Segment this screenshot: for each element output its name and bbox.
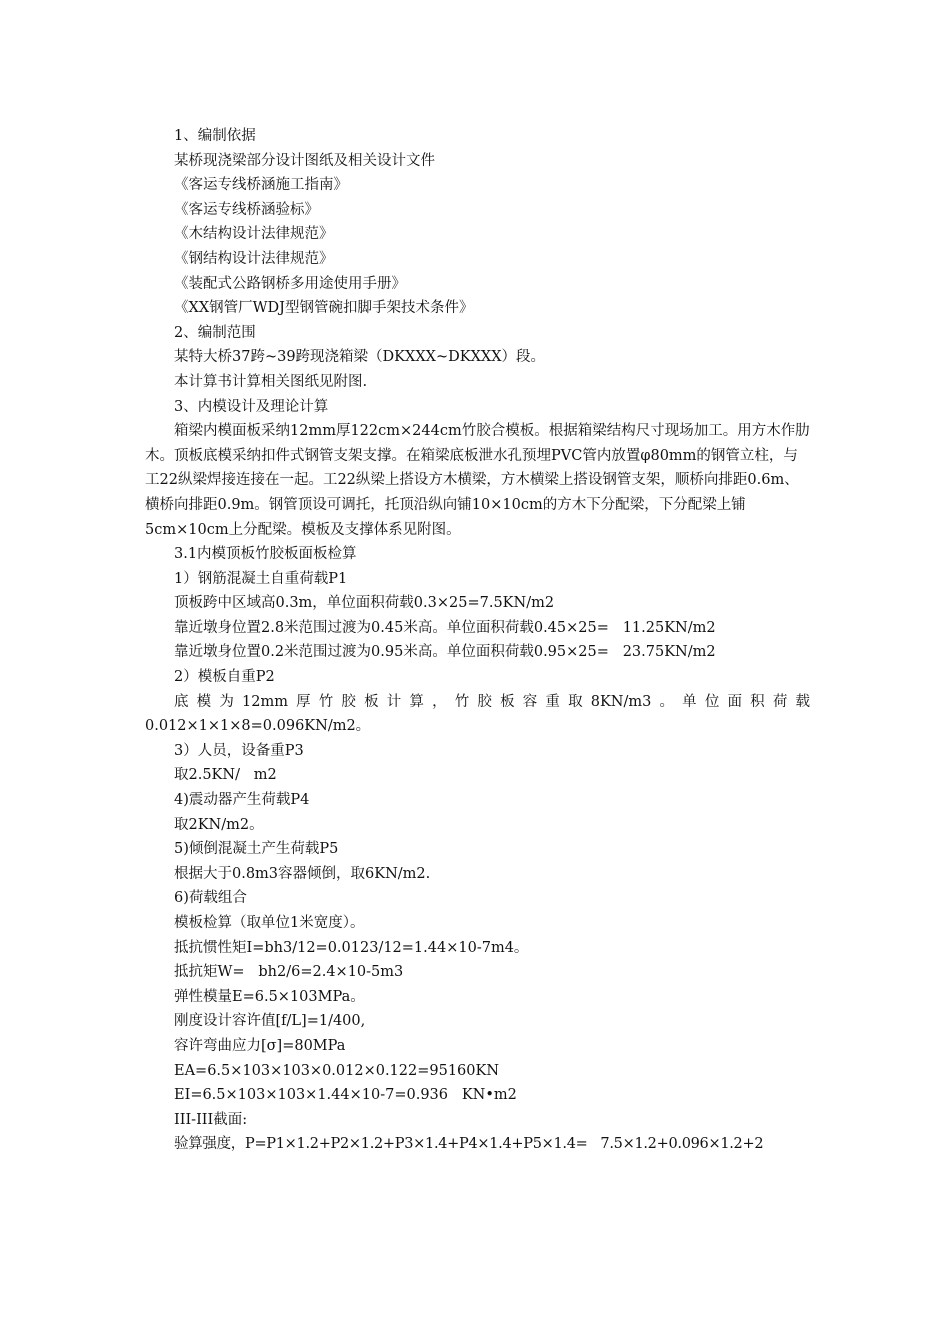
text-line: EI=6.5×103×103×1.44×10-7=0.936 KN•m2 xyxy=(174,1087,517,1104)
text-line: 刚度设计容许值[f/L]=1/400, xyxy=(174,1013,366,1030)
text-line: 弹性模量E=6.5×103MPa。 xyxy=(174,988,365,1005)
reference-item: 《XX钢管厂WDJ型钢管碗扣脚手架技术条件》 xyxy=(174,300,474,317)
text-line: 容许弯曲应力[σ]=80MPa xyxy=(174,1037,346,1054)
text-line: 顶板跨中区域高0.3m，单位面积荷载0.3×25=7.5KN/m2 xyxy=(174,595,555,612)
text-line: 抵抗惯性矩I=bh3/12=0.0123/12=1.44×10-7m4。 xyxy=(174,939,529,956)
text-line: 模板检算（取单位1米宽度）。 xyxy=(174,915,365,931)
design-paragraph: 箱梁内模面板采纳12mm厚122cm×244cm竹胶合模板。根据箱梁结构尺寸现场加工。用方木作肋木。顶板底模采纳扣件式钢管支架支撑。在箱梁底板泄水孔预埋PVC管内放置φ80mm的钢管立柱，与工22纵梁焊接连接在一起。工22纵梁上搭设方木横梁，方木横梁上搭设钢管支架，顺桥向排距0.6m、横桥向排距0.9m。钢管顶设可调托，托顶沿纵向铺10×10cm的方木下分配梁，下分配梁上铺5cm×10cm上分配梁。模板及支撑体系见附图。 xyxy=(145,423,810,538)
text-line: 1）钢筋混凝土自重荷载P1 xyxy=(174,570,348,587)
text-line: 取2KN/m2。 xyxy=(174,816,264,833)
section-heading-scope: 2、编制范围 xyxy=(174,324,256,341)
reference-item: 《客运专线桥涵施工指南》 xyxy=(174,177,348,194)
text-line: 某特大桥37跨~39跨现浇箱梁（DKXXX~DKXXX）段。 xyxy=(174,349,546,366)
text-line: 根据大于0.8m3容器倾倒，取6KN/m2. xyxy=(174,865,431,882)
text-line: 抵抗矩W= bh2/6=2.4×10-5m3 xyxy=(174,964,404,981)
text-line: 本计算书计算相关图纸见附图. xyxy=(174,373,368,390)
text-line: III-III截面: xyxy=(174,1111,248,1128)
text-line: 5)倾倒混凝土产生荷载P5 xyxy=(174,841,339,858)
text-line: 0.012×1×1×8=0.096KN/m2。 xyxy=(145,718,371,735)
text-line: EA=6.5×103×103×0.012×0.122=95160KN xyxy=(174,1062,500,1079)
text-line: 3）人员，设备重P3 xyxy=(174,742,304,759)
text-line: 2）模板自重P2 xyxy=(174,669,275,686)
section-heading-design: 3、内模设计及理论计算 xyxy=(174,398,329,415)
document-body xyxy=(145,124,810,1157)
reference-item: 《钢结构设计法律规范》 xyxy=(174,250,334,267)
text-line: 取2.5KN/ m2 xyxy=(174,767,277,784)
reference-item: 《装配式公路钢桥多用途使用手册》 xyxy=(174,275,406,292)
text-line: 靠近墩身位置2.8米范围过渡为0.45米高。单位面积荷载0.45×25= 11.25KN/m2 xyxy=(174,619,716,636)
text-line: 验算强度，P=P1×1.2+P2×1.2+P3×1.4+P4×1.4+P5×1.4= 7.5×1.2+0.096×1.2+2 xyxy=(174,1136,764,1153)
section-heading-basis: 1、编制依据 xyxy=(174,128,256,144)
subsection-heading: 3.1内模顶板竹胶板面板检算 xyxy=(174,546,357,563)
reference-item: 《木结构设计法律规范》 xyxy=(174,226,334,243)
text-line: 某桥现浇梁部分设计图纸及相关设计文件 xyxy=(174,152,435,169)
text-line: 4)震动器产生荷载P4 xyxy=(174,792,310,809)
text-line: 6)荷载组合 xyxy=(174,890,247,907)
text-line: 靠近墩身位置0.2米范围过渡为0.95米高。单位面积荷载0.95×25= 23.75KN/m2 xyxy=(174,644,716,661)
reference-item: 《客运专线桥涵验标》 xyxy=(174,201,319,218)
formwork-weight-line: 底模为12mm厚竹胶板计算，竹胶板容重取8KN/m3。单位面积荷载 xyxy=(174,693,810,710)
